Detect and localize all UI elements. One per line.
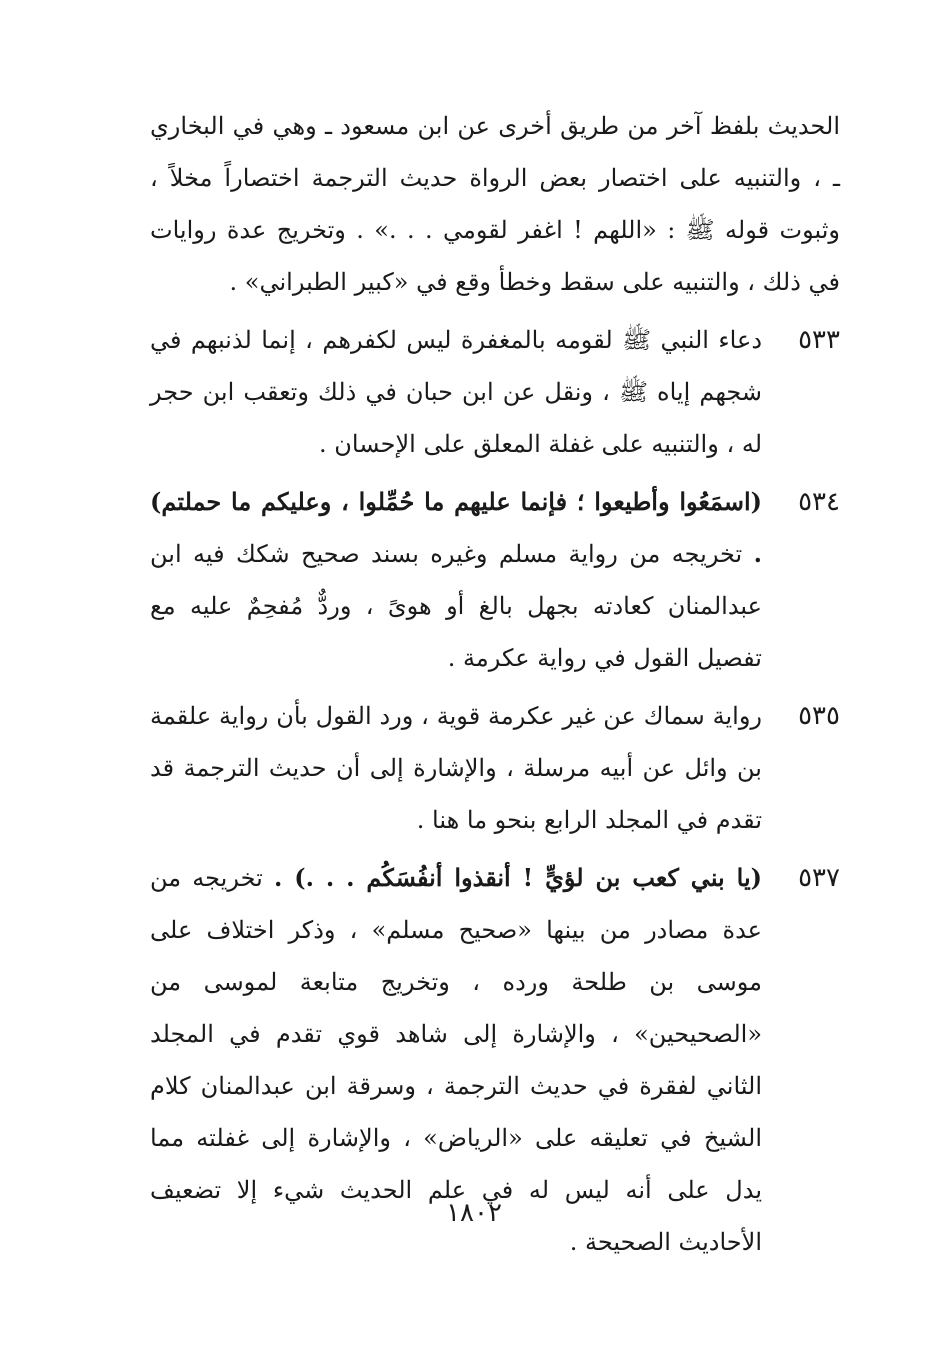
entry-number: ٥٣٥ [798, 701, 840, 731]
entry-535 [120, 690, 840, 846]
entry-number: ٥٣٤ [798, 487, 840, 517]
page-body [120, 100, 840, 1274]
intro-paragraph: الحديث بلفظ آخر من طريق أخرى عن ابن مسعود ـ وهي في البخاري ـ ، والتنبيه على اختصار بعض الرواة حديث الترجمة اختصاراً مخلاً ، وثبوت قوله ﷺ : «اللهم ! اغفر لقومي . . .» . وتخريج عدة روايات في ذلك ، والتنبيه على سقط وخطأ وقع في «كبير الطبراني» . [150, 112, 840, 296]
entry-number: ٥٣٣ [798, 325, 840, 355]
entry-paragraph [150, 476, 762, 684]
page-number: ١٨٠٢ [446, 1198, 502, 1228]
entry-text: رواية سماك عن غير عكرمة قوية ، ورد القول بأن رواية علقمة بن وائل عن أبيه مرسلة ، والإشارة إلى أن حديث الترجمة قد تقدم في المجلد الرابع بنحو ما هنا . [150, 702, 762, 834]
entry-heading: (يا بني كعب بن لؤيٍّ ! أنقذوا أنفُسَكُم . . .) . [273, 863, 762, 892]
entry-534 [120, 476, 840, 684]
entry-text: تخريجه من عدة مصادر من بينها «صحيح مسلم» ، وذكر اختلاف على موسى بن طلحة ورده ، وتخريج متابعة لموسى من «الصحيحين» ، والإشارة إلى شاهد قوي تقدم في المجلد الثاني لفقرة في حديث الترجمة ، وسرقة ابن عبدالمنان كلام الشيخ في تعليقه على «الرياض» ، والإشارة إلى غفلته مما يدل على أنه ليس له في علم الحديث شيء إلا تضعيف الأحاديث الصحيحة . [150, 864, 762, 1256]
entry-heading: (اسمَعُوا وأطيعوا ؛ فإنما عليهم ما حُمِّلوا ، وعليكم ما حملتم) . [150, 487, 762, 568]
entry-number: ٥٣٧ [798, 863, 840, 893]
entry-text: دعاء النبي ﷺ لقومه بالمغفرة ليس لكفرهم ، إنما لذنبهم في شجهم إياه ﷺ ، ونقل عن ابن حبان في ذلك وتعقب ابن حجر له ، والتنبيه على غفلة المعلق على الإحسان . [150, 326, 762, 458]
entry-533 [120, 314, 840, 470]
entry-text: تخريجه من رواية مسلم وغيره بسند صحيح شكك فيه ابن عبدالمنان كعادته بجهل بالغ أو هوىً ، وردٌّ مُفحِمٌ عليه مع تفصيل القول في رواية عكرمة . [150, 540, 762, 672]
